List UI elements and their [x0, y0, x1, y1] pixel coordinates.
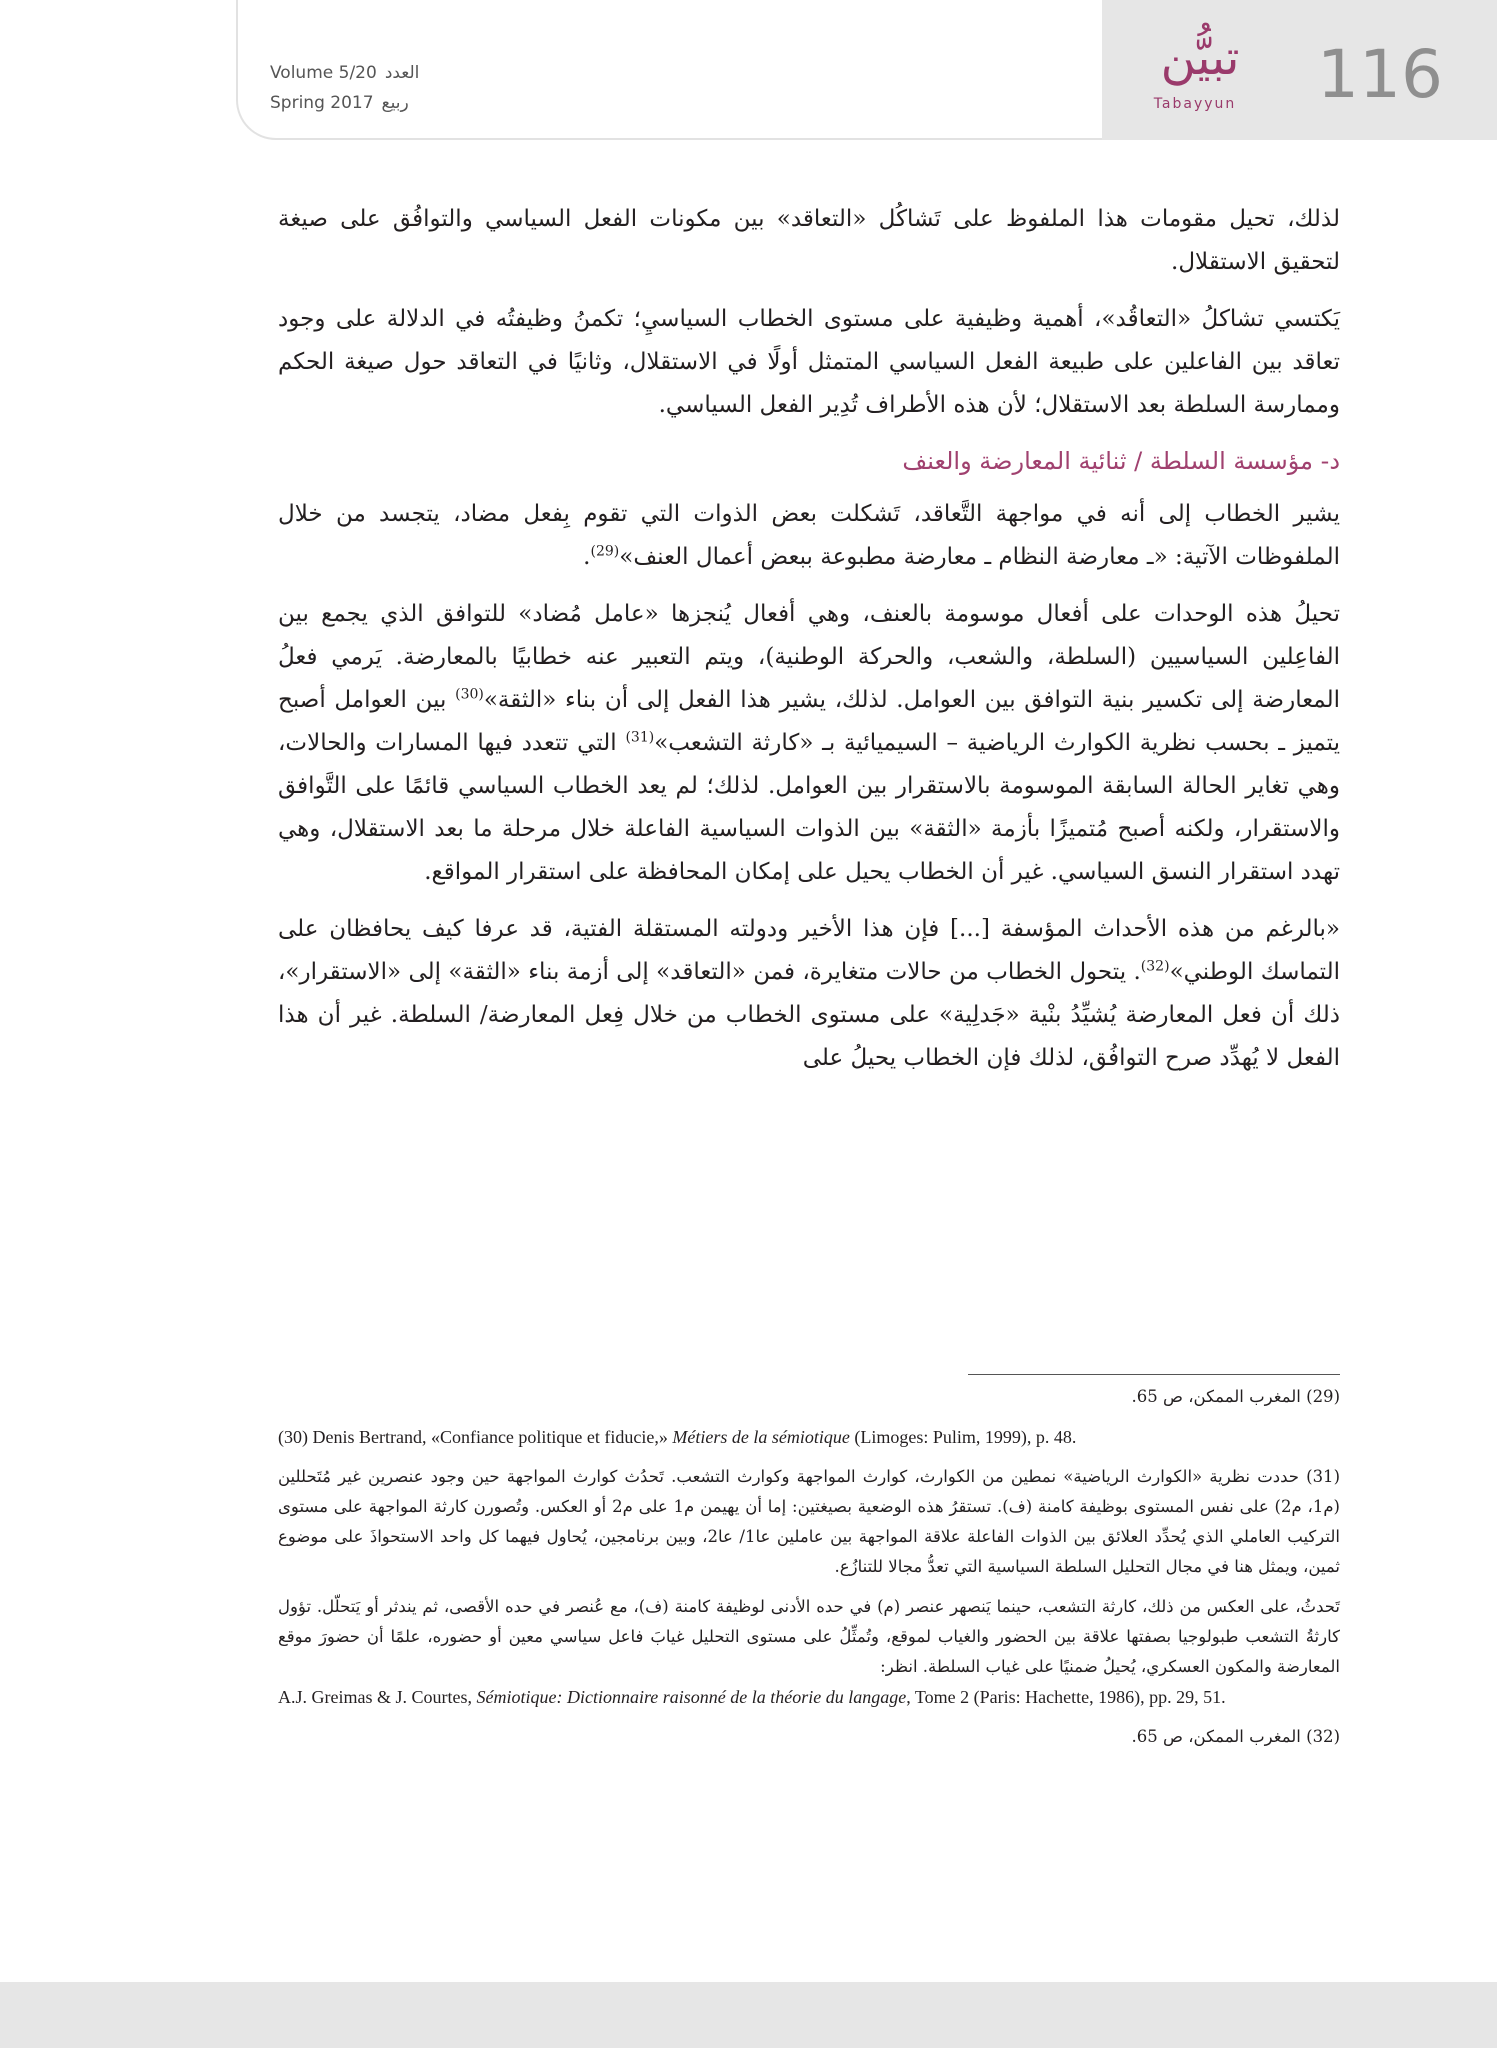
- footnote-31-part-1: (31) حددت نظرية «الكوارث الرياضية» نمطين من الكوارث، كوارث المواجهة وكوارث التشعب. تَحدُث كوارث المواجهة حين وجود عنصرين غير مُتَحللين (م1، م2) على نفس المستوى بوظيفة كامنة (ف). تستقرُ هذه الوضعية بصيغتين: إما أن يهيمن م1 على م2 أو العكس. وتُصورن كارثة المواجهة على مستوى التركيب العاملي الذي يُحدِّد العلائق بين الذوات الفاعلة علاقة المواجهة بين عاملين عا1/ عا2، وبين برنامجين، يُحاول فيهما كل واحد الاستحواذَ على موضوع ثمين، ويمثل هنا في مجال التحليل السلطة السياسية التي تعدُّ مجالا للتنازُع.: [278, 1467, 1340, 1576]
- footnote-31-ref-title: Sémiotique: Dictionnaire raisonné de la théorie du langage: [476, 1687, 907, 1707]
- footnote-divider: [968, 1374, 1340, 1375]
- paragraph-4-text-a: تحيلُ هذه الوحدات على أفعال موسومة بالعنف، وهي أفعال يُنجزها «عامل مُضاد» للتوافق الذي يجمع بين الفاعِلين السياسيين (السلطة، والشعب، والحركة الوطنية)، ويتم التعبير عنه خطابيًا بالمعارضة. يَرمي فعلُ المعارضة إلى تكسير بنية التوافق بين العوامل. لذلك، يشير هذا الفعل إلى أن بناء «الثقة»: [278, 601, 1340, 713]
- paragraph-5-text-a: «بالرغم من هذه الأحداث المؤسفة [...] فإن هذا الأخير ودولته المستقلة الفتية، قد عرفا كيف يحافظان على التماسك الوطني»: [278, 916, 1340, 985]
- paragraph-1: لذلك، تحيل مقومات هذا الملفوظ على تَشاكُل «التعاقد» بين مكونات الفعل السياسي والتوافُق على صيغة لتحقيق الاستقلال.: [278, 206, 1340, 275]
- season-line: [270, 88, 490, 118]
- footnotes: [278, 1382, 1340, 1762]
- paragraph-5: [278, 908, 1340, 1080]
- footnote-ref-29[interactable]: (29): [590, 543, 620, 560]
- footnote-ref-30[interactable]: (30): [455, 686, 484, 703]
- paragraph-4-text-c: التي تتعدد فيها المسارات والحالات، وهي تغاير الحالة السابقة الموسومة بالاستقرار بين العوامل. لذلك؛ لم يعد الخطاب السياسي قائمًا على التَّوافق والاستقرار، ولكنه أصبح مُتميزًا بأزمة «الثقة» بين الذوات السياسية الفاعلة خلال مرحلة ما بعد الاستقلال، وهي تهدد استقرار النسق السياسي. غير أن الخطاب يحيل على إمكان المحافظة على استقرار المواقع.: [278, 730, 1340, 885]
- footnote-ref-32[interactable]: (32): [1140, 958, 1170, 975]
- journal-logo: [1130, 30, 1260, 130]
- paragraph-3-end: .: [583, 544, 591, 570]
- paragraph-4-text-b: بين العوامل أصبح يتميز ـ بحسب نظرية الكوارث الرياضية – السيميائية بـ «كارثة التشعب»: [278, 687, 1340, 756]
- paragraph-2: يَكتسي تشاكلُ «التعاقُد»، أهمية وظيفية على مستوى الخطاب السياسيِ؛ تكمنُ وظيفتُه في الدلالة على وجود تعاقد بين الفاعلين على طبيعة الفعل السياسي المتمثل أولًا في الاستقلال، وثانيًا في التعاقد حول صيغة الحكم وممارسة السلطة بعد الاستقلال؛ لأن هذه الأطراف تُدِير الفعل السياسي.: [278, 306, 1340, 418]
- footnote-30: [278, 1422, 1340, 1452]
- page-number: 116: [1317, 36, 1443, 113]
- footnote-ref-31[interactable]: (31): [625, 729, 655, 746]
- paragraph-4: [278, 593, 1340, 894]
- volume-label-ar: العدد: [384, 63, 420, 83]
- footnote-32: (32) المغرب الممكن، ص 65.: [1131, 1727, 1340, 1746]
- volume-line: [270, 58, 490, 88]
- paragraph-3-text: يشير الخطاب إلى أنه في مواجهة التَّعاقد، تَشكلت بعض الذوات التي تقوم بِفعل مضاد، يتجسد من خلال الملفوظات الآتية: «ـ معارضة النظام ـ معارضة مطبوعة ببعض أعمال العنف»: [278, 501, 1340, 570]
- footnote-31-ref-details: , Tome 2 (Paris: Hachette, 1986), pp. 29, 51.: [906, 1687, 1226, 1707]
- logo-latin-text: Tabayyun: [1153, 96, 1237, 112]
- volume-label: Volume 5/20: [270, 63, 377, 83]
- footnote-31-part-2: تَحدثُ، على العكس من ذلك، كارثة التشعب، حينما يَنصهر عنصر (م) في حده الأدنى لوظيفة كامنة (ف)، مع عُنصر في حده الأقصى، ثم يندثر أو يَتحلّل. تؤول كارثةُ التشعب طبولوجيا بصفتها علاقة بين الحضور والغياب لموقع، وتُمثِّلُ على مستوى التحليل غيابَ فاعل سياسي معين أو حضوره، علمًا أن حضورَ موقع المعارضة والمكون العسكري، يُحيلُ ضمنيًا على غياب السلطة. انظر:: [278, 1597, 1340, 1676]
- footnote-31-ref-authors: A.J. Greimas & J. Courtes,: [278, 1687, 477, 1707]
- footnote-30-text-b: (Limoges: Pulim, 1999), p. 48.: [849, 1427, 1077, 1447]
- season-label-ar: ربيع: [381, 93, 409, 113]
- article-body: [278, 198, 1340, 1094]
- page-footer-band: [0, 1982, 1497, 2048]
- footnote-29: (29) المغرب الممكن، ص 65.: [1131, 1387, 1340, 1406]
- footnote-30-text-a: (30) Denis Bertrand, «Confiance politique et fiducie,»: [278, 1427, 673, 1447]
- paragraph-3: [278, 493, 1340, 579]
- paragraph-5-text-b: . يتحول الخطاب من حالات متغايرة، فمن «التعاقد» إلى أزمة بناء «الثقة» إلى «الاستقرار»، ذلك أن فعل المعارضة يُشيِّدُ بنْية «جَدلِية» على مستوى الخطاب من خلال فِعل المعارضة/ السلطة. غير أن هذا الفعل لا يُهدِّد صرح التوافُق، لذلك فإن الخطاب يحيلُ على: [278, 959, 1340, 1071]
- issue-info: [270, 58, 490, 122]
- season-label: Spring 2017: [270, 93, 374, 113]
- section-heading: د- مؤسسة السلطة / ثنائية المعارضة والعنف: [902, 447, 1340, 475]
- logo-arabic-text: تبيُّن: [1160, 30, 1240, 86]
- footnote-31-reference: [278, 1682, 1340, 1712]
- brand-panel: [1102, 0, 1497, 140]
- footnote-30-title: Métiers de la sémiotique: [672, 1427, 850, 1447]
